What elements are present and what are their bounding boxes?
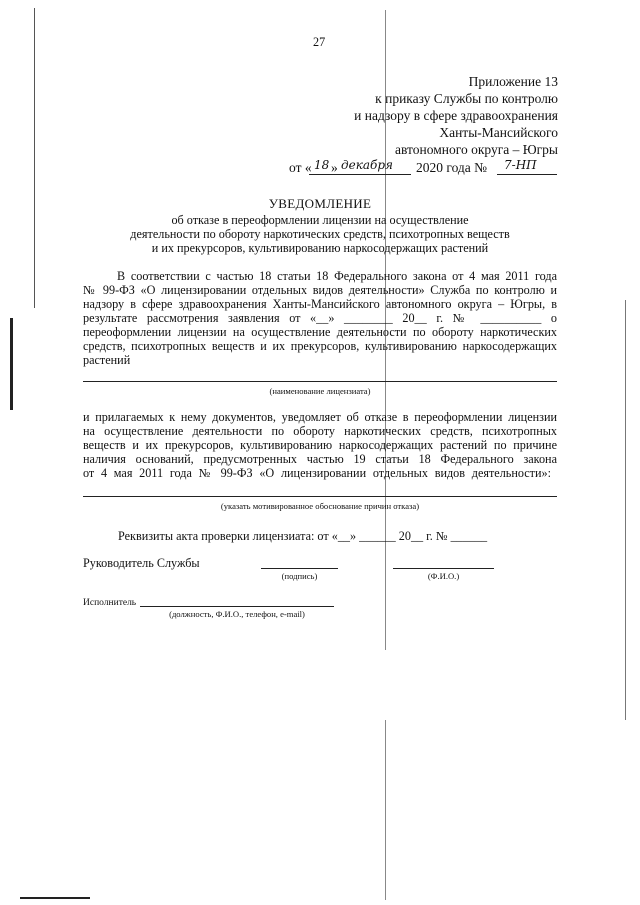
appendix-line-2: к приказу Службы по контролю [375,91,558,106]
licensee-name-line [83,381,557,382]
notice-subtitle-3: и их прекурсоров, культивированию наркосодержащих растений [151,241,489,255]
para1-line-7: растений [83,353,131,367]
para2-line-3: веществ и их прекурсоров, культивированию наркосодержащих растений по причине [83,438,557,452]
scan-edge-line [34,8,35,308]
reason-caption: (указать мотивированное обоснование причин отказа) [220,501,420,511]
para1-line-4: результате рассмотрения заявления от «__» ________ 20__ г. № __________ о [83,311,557,325]
para2-line-5: от 4 мая 2011 года № 99-ФЗ «О лицензировании отдельных видов деятельности»: [83,466,551,480]
number-underline [497,174,557,175]
para1-line-6: средств, психотропных веществ и их прекурсоров, культивированию наркосодержащих [83,339,557,353]
appendix-line-1: Приложение 13 [468,74,558,89]
appendix-line-5: автономного округа – Югры [395,142,558,157]
para1-line-2: № 99-ФЗ «О лицензировании отдельных видов деятельности» Служба по контролю и [83,283,557,297]
scan-margin-mark [10,318,13,410]
para1-line-3: надзору в сфере здравоохранения Ханты-Мансийского автономного округа – Югры, в [83,297,557,311]
appendix-line-4: Ханты-Мансийского [439,125,558,140]
fio-caption: (Ф.И.О.) [427,571,460,581]
executor-label: Исполнитель [83,598,137,608]
inspection-act-requisites: Реквизиты акта проверки лицензиата: от «__» ______ 20__ г. № ______ [118,529,488,543]
notice-heading: УВЕДОМЛЕНИЕ [268,196,372,211]
scan-bottom-line [20,897,90,899]
scan-fold-line-lower [385,720,386,900]
date-prefix: от « [289,160,312,175]
day-close-quote: » [331,160,338,175]
licensee-caption: (наименование лицензиата) [269,386,371,396]
executor-caption: (должность, Ф.И.О., телефон, e-mail) [169,609,305,619]
para1-line-1: В соответствии с частью 18 статьи 18 Федерального закона от 4 мая 2011 года [117,269,557,283]
appendix-line-3: и надзору в сфере здравоохранения [354,108,558,123]
para2-line-4: наличия оснований, предусмотренных частью 19 статьи 18 Федерального закона [83,452,557,466]
notice-subtitle-1: об отказе в переоформлении лицензии на осуществление [171,213,469,227]
day-handwritten: 18 [314,158,330,172]
date-underline [309,174,411,175]
order-date-line [289,158,559,176]
para2-line-1: и прилагаемых к нему документов, уведомляет об отказе в переоформлении лицензии [83,410,557,424]
notice-subtitle-2: деятельности по обороту наркотических средств, психотропных веществ [130,227,510,241]
para2-line-2: на осуществление деятельности по обороту наркотических средств, психотропных [83,424,557,438]
executor-line [140,606,334,607]
head-of-service-label: Руководитель Службы [83,556,200,570]
page-number: 27 [313,35,326,49]
number-handwritten: 7-НП [504,158,537,172]
signature-caption: (подпись) [281,571,318,581]
month-handwritten: декабря [341,158,393,172]
signature-line [261,568,338,569]
year-text: 2020 года № [416,160,488,175]
reason-line [83,496,557,497]
para1-line-5: переоформлении лицензии на осуществление деятельности по обороту наркотических [83,325,557,339]
fio-line [393,568,494,569]
